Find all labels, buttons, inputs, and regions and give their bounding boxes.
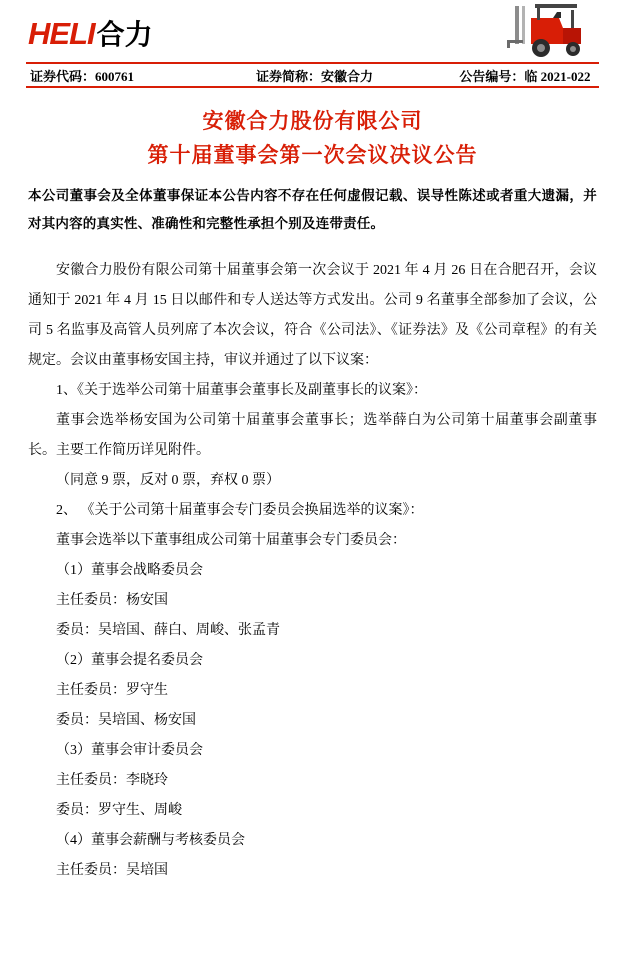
logo-latin-text: HELI [28, 16, 95, 51]
body-paragraph: （1）董事会战略委员会 [56, 563, 203, 578]
body-paragraph: 委员：罗守生、周峻 [56, 803, 182, 818]
logo-chinese-text: 合力 [96, 19, 153, 50]
body-paragraph: 主任委员：杨安国 [56, 593, 168, 608]
security-abbreviation: 证券简称：安徽合力 [256, 68, 374, 84]
forklift-icon [501, 2, 593, 60]
document-body [26, 256, 599, 886]
body-paragraph: （同意 9 票，反对 0 票，弃权 0 票） [56, 473, 280, 488]
title-line-company: 安徽合力股份有限公司 [202, 109, 423, 133]
body-paragraph: （4）董事会薪酬与考核委员会 [56, 833, 245, 848]
masthead [26, 0, 599, 62]
company-logo [28, 18, 153, 49]
security-code: 证券代码：600761 [30, 68, 135, 84]
body-paragraph: （2）董事会提名委员会 [56, 653, 203, 668]
body-paragraph: 2、 《关于公司第十届董事会专门委员会换届选举的议案》： [56, 503, 424, 518]
body-paragraph: 委员：吴培国、杨安国 [56, 713, 196, 728]
body-paragraph: 主任委员：罗守生 [56, 683, 168, 698]
body-paragraph: 安徽合力股份有限公司第十届董事会第一次会议于 2021 年 4 月 26 日在合肥召开，会议通知于 2021 年 4 月 15 日以邮件和专人送达等方式发出。公司 9 名董事全部参加了会议，公司 5 名监事及高管人员列席了本次会议，符合《公司法》、《证券法》及《公司章程》的有关规定。会议由董事杨安国主持，审议并通过了以下议案： [28, 263, 597, 368]
announcement-number: 公告编号：临 2021-022 [459, 68, 591, 84]
body-paragraph: 委员：吴培国、薛白、周峻、张孟青 [56, 623, 280, 638]
title-line-subject: 第十届董事会第一次会议决议公告 [147, 143, 478, 167]
body-paragraph: 董事会选举杨安国为公司第十届董事会董事长；选举薛白为公司第十届董事会副董事长。主要工作简历详见附件。 [28, 413, 597, 458]
liability-statement: 本公司董事会及全体董事保证本公告内容不存在任何虚假记载、误导性陈述或者重大遗漏，并对其内容的真实性、准确性和完整性承担个别及连带责任。 [28, 188, 597, 231]
body-paragraph: 主任委员：李晓玲 [56, 773, 168, 788]
security-info-bar [26, 62, 599, 88]
body-paragraph: 主任委员：吴培国 [56, 863, 168, 878]
page-title [26, 104, 599, 172]
body-paragraph: （3）董事会审计委员会 [56, 743, 203, 758]
body-paragraph: 董事会选举以下董事组成公司第十届董事会专门委员会： [56, 533, 406, 548]
body-paragraph: 1、《关于选举公司第十届董事会董事长及副董事长的议案》： [56, 383, 427, 398]
